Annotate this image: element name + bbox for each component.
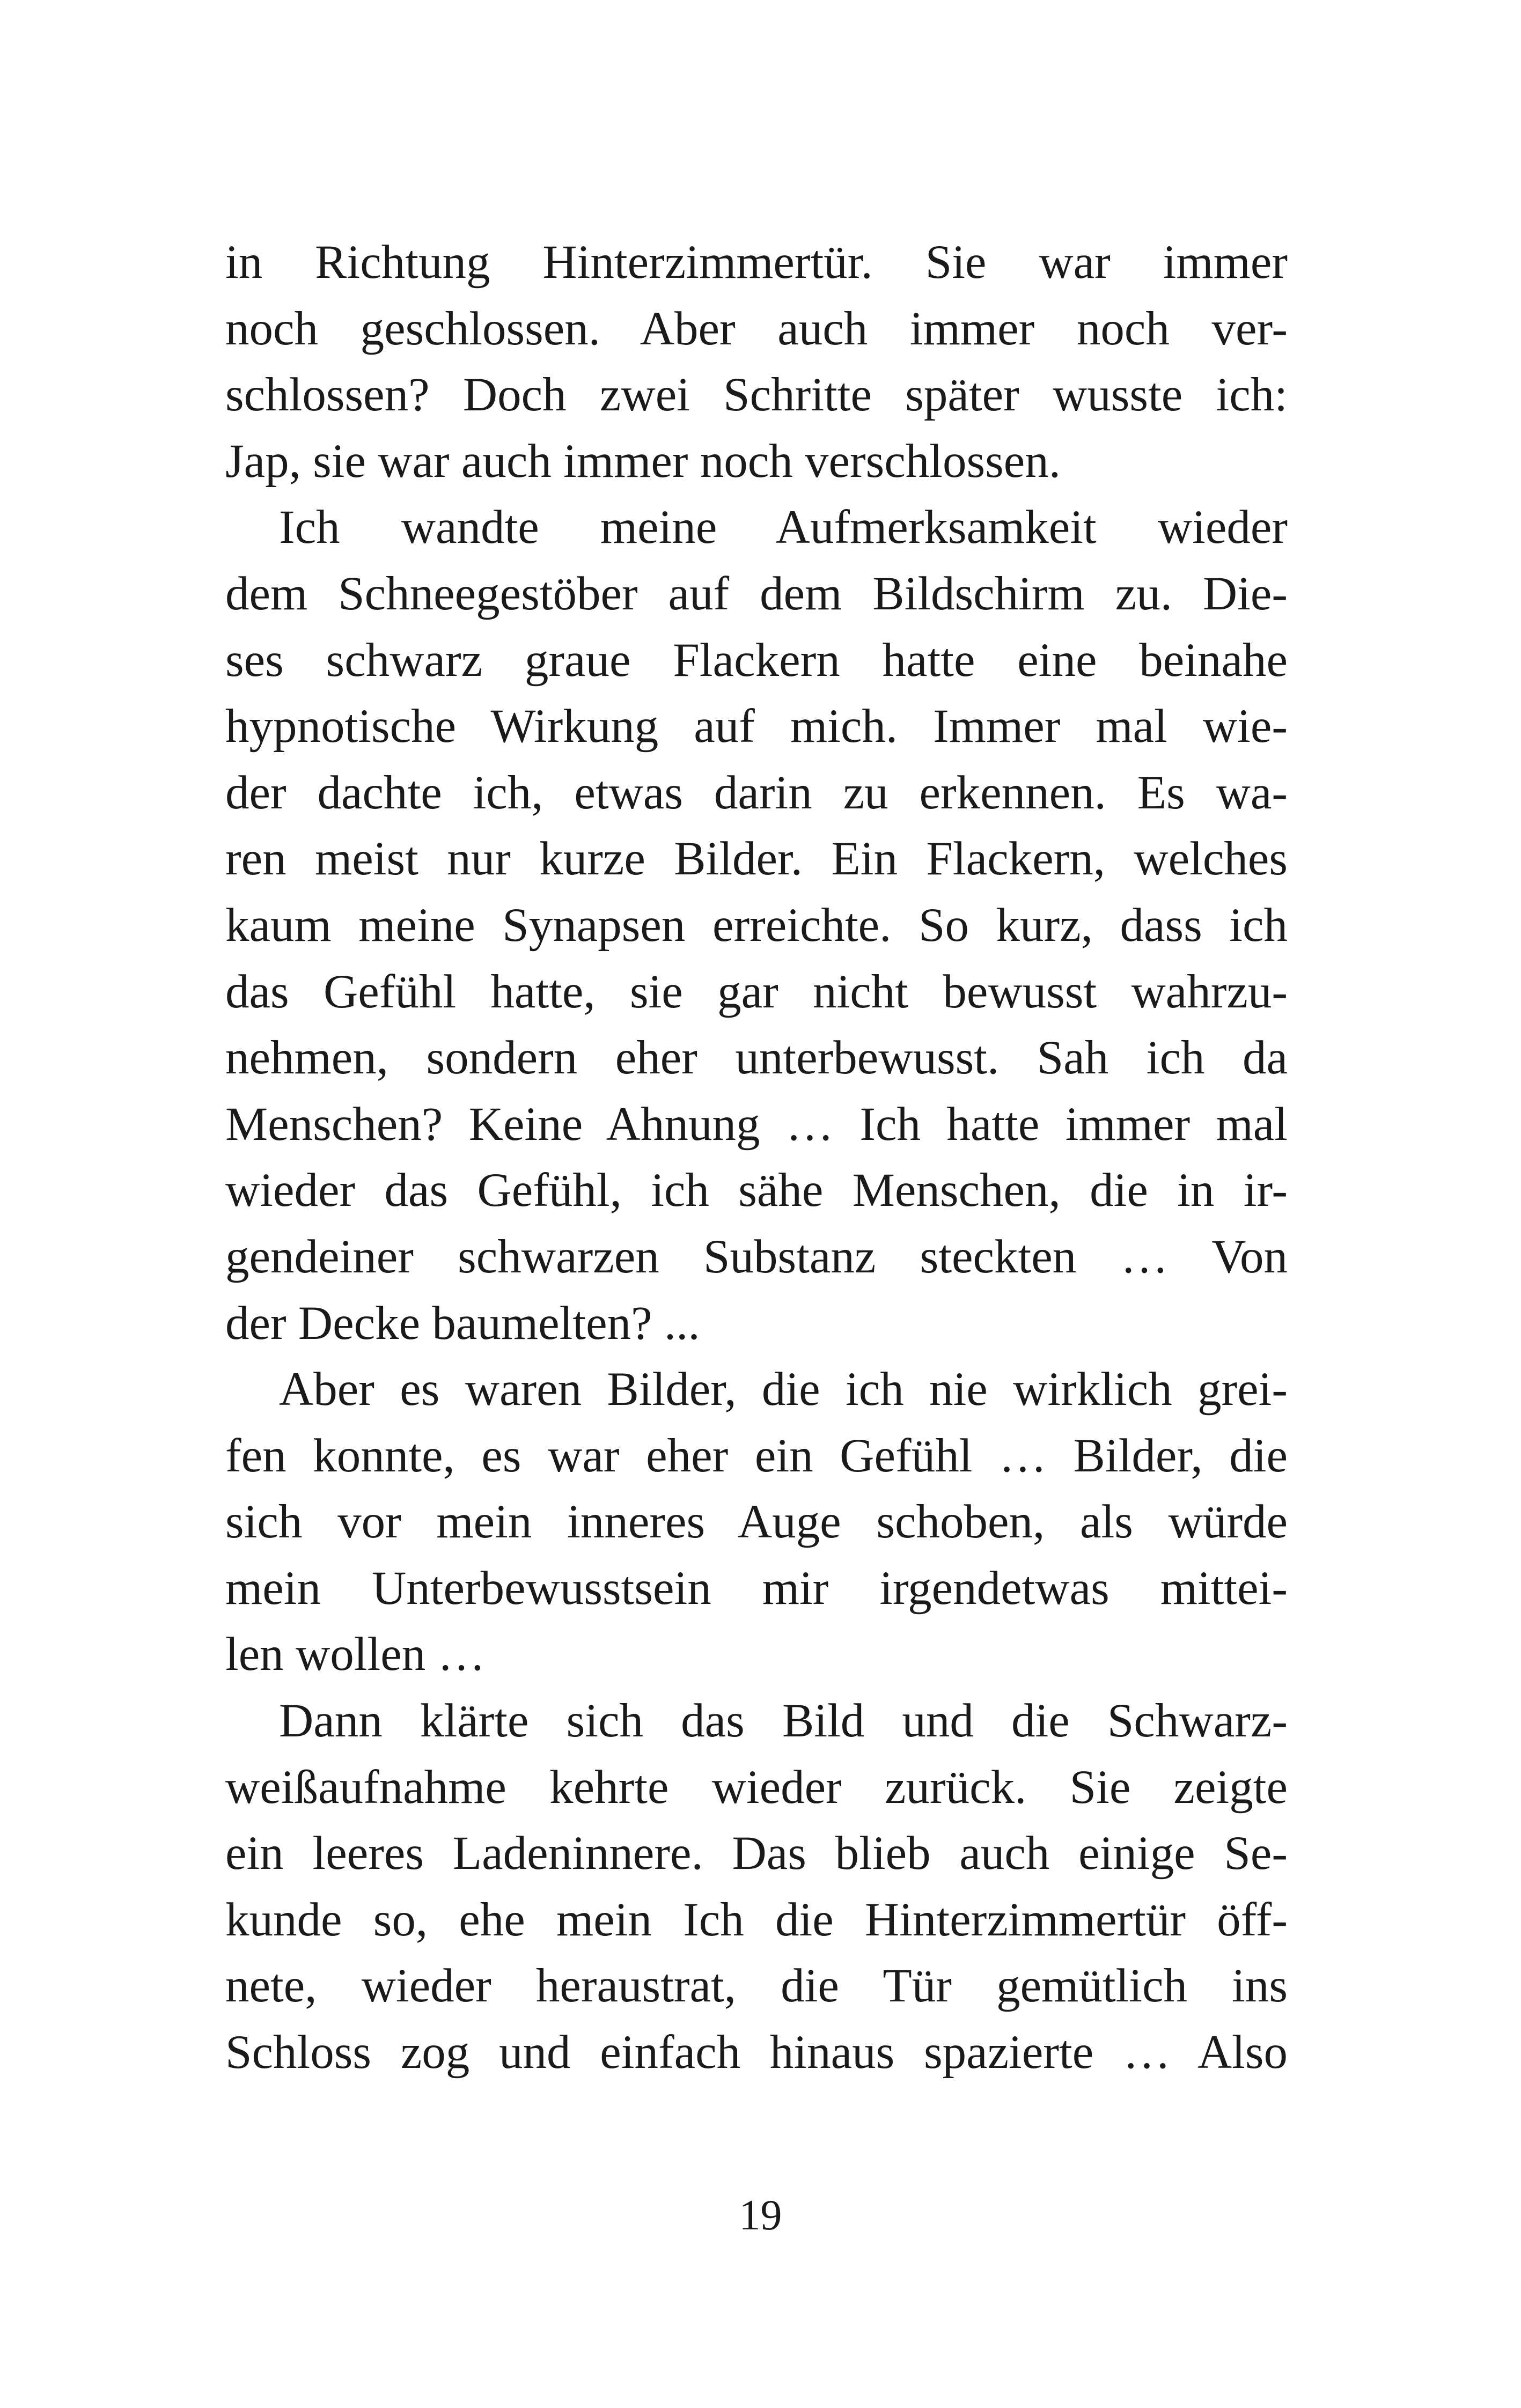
text-line: Ich wandte meine Aufmerksamkeit wieder <box>279 501 1288 554</box>
text-line: Dann klärte sich das Bild und die Schwarz- <box>279 1695 1288 1748</box>
text-line: wieder das Gefühl, ich sähe Menschen, die in ir- <box>225 1164 1288 1217</box>
text-line: weißaufnahme kehrte wieder zurück. Sie zeigte <box>225 1761 1288 1814</box>
text-line: fen konnte, es war eher ein Gefühl … Bilder, die <box>225 1429 1288 1482</box>
text-line: kunde so, ehe mein Ich die Hinterzimmertür öff- <box>225 1893 1288 1946</box>
text-line: sich vor mein inneres Auge schoben, als würde <box>225 1496 1288 1549</box>
text-line: nete, wieder heraustrat, die Tür gemütlich ins <box>225 1960 1288 2013</box>
text-line: ren meist nur kurze Bilder. Ein Flackern, welches <box>225 833 1288 886</box>
text-line: dem Schneegestöber auf dem Bildschirm zu. Die- <box>225 567 1288 620</box>
text-line: len wollen … <box>225 1628 486 1681</box>
text-line: kaum meine Synapsen erreichte. So kurz, dass ich <box>225 899 1288 952</box>
text-line: schlossen? Doch zwei Schritte später wusste ich: <box>225 369 1288 422</box>
text-line: mein Unterbewusstsein mir irgendetwas mittei- <box>225 1562 1288 1615</box>
text-line: Schloss zog und einfach hinaus spazierte … Also <box>225 2026 1288 2079</box>
body-text <box>225 230 1288 2086</box>
text-line: ein leeres Ladeninnere. Das blieb auch einige Se- <box>225 1827 1288 1880</box>
text-line: Jap, sie war auch immer noch verschlossen. <box>225 435 1061 488</box>
text-line: nehmen, sondern eher unterbewusst. Sah ich da <box>225 1032 1288 1085</box>
text-line: das Gefühl hatte, sie gar nicht bewusst wahrzu- <box>225 965 1288 1018</box>
text-line: Aber es waren Bilder, die ich nie wirklich grei- <box>279 1363 1288 1416</box>
text-line: der dachte ich, etwas darin zu erkennen. Es wa- <box>225 766 1288 819</box>
text-line: Menschen? Keine Ahnung … Ich hatte immer mal <box>225 1098 1288 1151</box>
text-line: noch geschlossen. Aber auch immer noch ver- <box>225 302 1288 355</box>
text-line: gendeiner schwarzen Substanz steckten … Von <box>225 1230 1288 1283</box>
text-line: hypnotische Wirkung auf mich. Immer mal wie- <box>225 700 1288 753</box>
text-line: in Richtung Hinterzimmertür. Sie war immer <box>225 236 1288 289</box>
text-line: ses schwarz graue Flackern hatte eine beinahe <box>225 634 1288 687</box>
text-line: der Decke baumelten? ... <box>225 1297 700 1350</box>
page-number: 19 <box>739 2192 782 2239</box>
